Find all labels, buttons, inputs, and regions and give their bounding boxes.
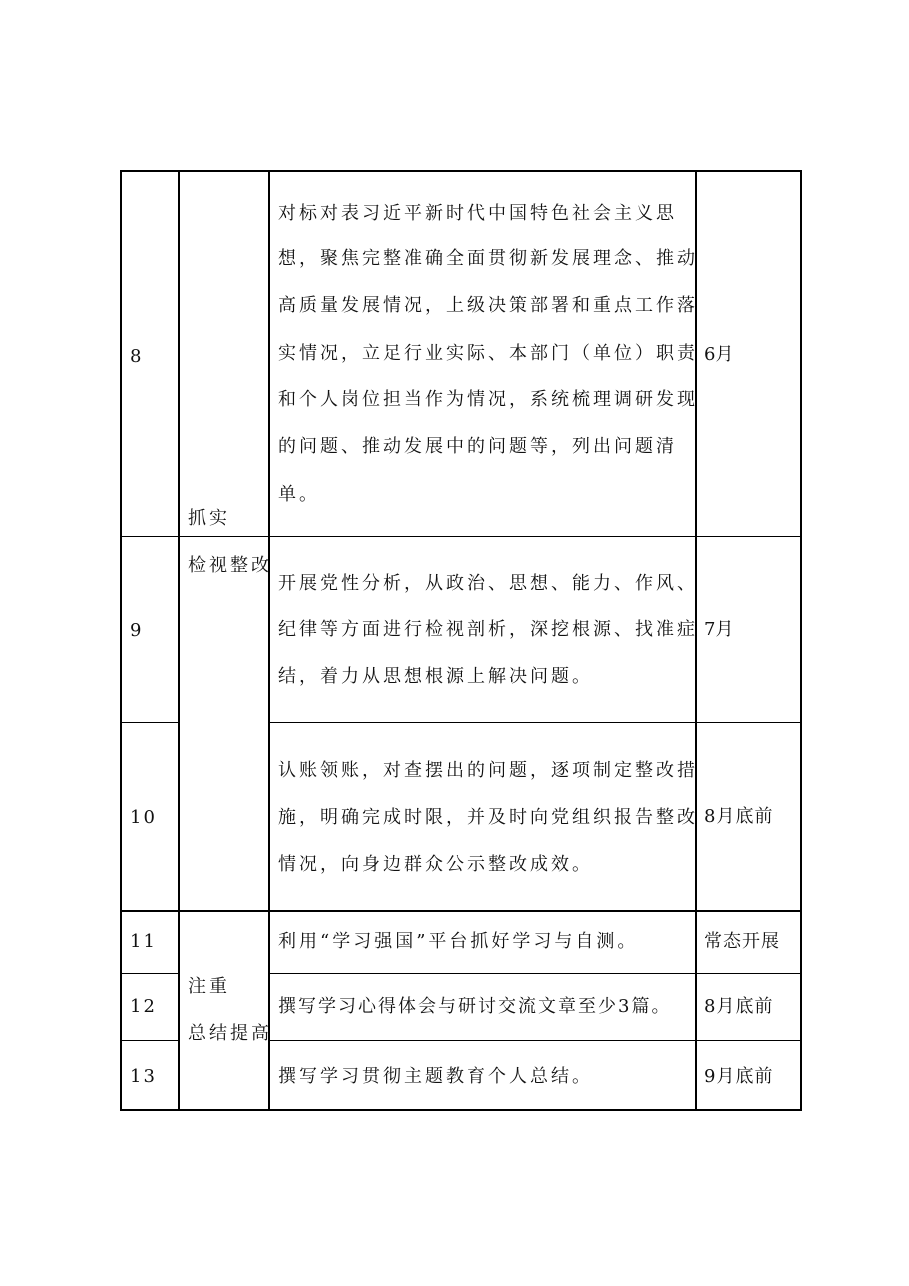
- group-label: 抓实: [188, 508, 230, 529]
- content-line: 施，明确完成时限，并及时向党组织报告整改: [278, 807, 698, 828]
- content-line: 开展党性分析，从政治、思想、能力、作风、: [278, 573, 698, 594]
- content-line: 高质量发展情况，上级决策部署和重点工作落: [278, 295, 698, 316]
- content-line: 对标对表习近平新时代中国特色社会主义思: [278, 203, 677, 224]
- row-number: 8: [130, 346, 144, 367]
- task-table: [120, 170, 802, 1111]
- content-line: 认账领账，对查摆出的问题，逐项制定整改措: [278, 760, 698, 781]
- row-number: 10: [130, 807, 157, 828]
- row-number: 13: [130, 1066, 157, 1087]
- table-border-left: [120, 170, 122, 1111]
- row-divider: [268, 973, 802, 974]
- table-border-right: [800, 170, 802, 1111]
- row-divider: [120, 910, 802, 912]
- content-line: 纪律等方面进行检视剖析，深挖根源、找准症: [278, 619, 698, 640]
- row-content: 撰写学习心得体会与研讨交流文章至少3篇。: [278, 996, 672, 1017]
- content-line: 实情况，立足行业实际、本部门（单位）职责: [278, 343, 698, 364]
- table-border-top: [120, 170, 802, 172]
- row-number: 9: [130, 620, 144, 641]
- group-label: 检视整改: [188, 555, 272, 576]
- table-border-bottom: [120, 1109, 802, 1111]
- row-deadline: 7月: [704, 619, 734, 640]
- row-content: 利用“学习强国”平台抓好学习与自测。: [278, 931, 639, 952]
- row-number: 11: [130, 931, 157, 952]
- content-line: 和个人岗位担当作为情况，系统梳理调研发现: [278, 389, 698, 410]
- content-line: 情况，向身边群众公示整改成效。: [278, 854, 593, 875]
- row-divider: [120, 536, 802, 537]
- row-deadline: 6月: [704, 344, 734, 365]
- content-line: 结，着力从思想根源上解决问题。: [278, 666, 593, 687]
- group-label: 总结提高: [188, 1023, 272, 1044]
- content-line: 单。: [278, 484, 320, 505]
- row-number: 12: [130, 996, 157, 1017]
- group-label: 注重: [188, 976, 230, 997]
- row-deadline: 8月底前: [704, 996, 774, 1017]
- content-line: 的问题、推动发展中的问题等，列出问题清: [278, 436, 677, 457]
- row-divider: [268, 722, 802, 723]
- row-divider: [268, 1040, 802, 1041]
- col-divider: [178, 170, 180, 1111]
- row-deadline: 9月底前: [704, 1066, 774, 1087]
- row-divider: [120, 1040, 178, 1041]
- row-deadline: 8月底前: [704, 806, 774, 827]
- content-line: 想，聚焦完整准确全面贯彻新发展理念、推动: [278, 248, 698, 269]
- row-content: 撰写学习贯彻主题教育个人总结。: [278, 1066, 593, 1087]
- row-divider: [120, 722, 178, 723]
- row-deadline: 常态开展: [704, 931, 780, 952]
- col-divider: [268, 170, 270, 1111]
- row-divider: [120, 973, 178, 974]
